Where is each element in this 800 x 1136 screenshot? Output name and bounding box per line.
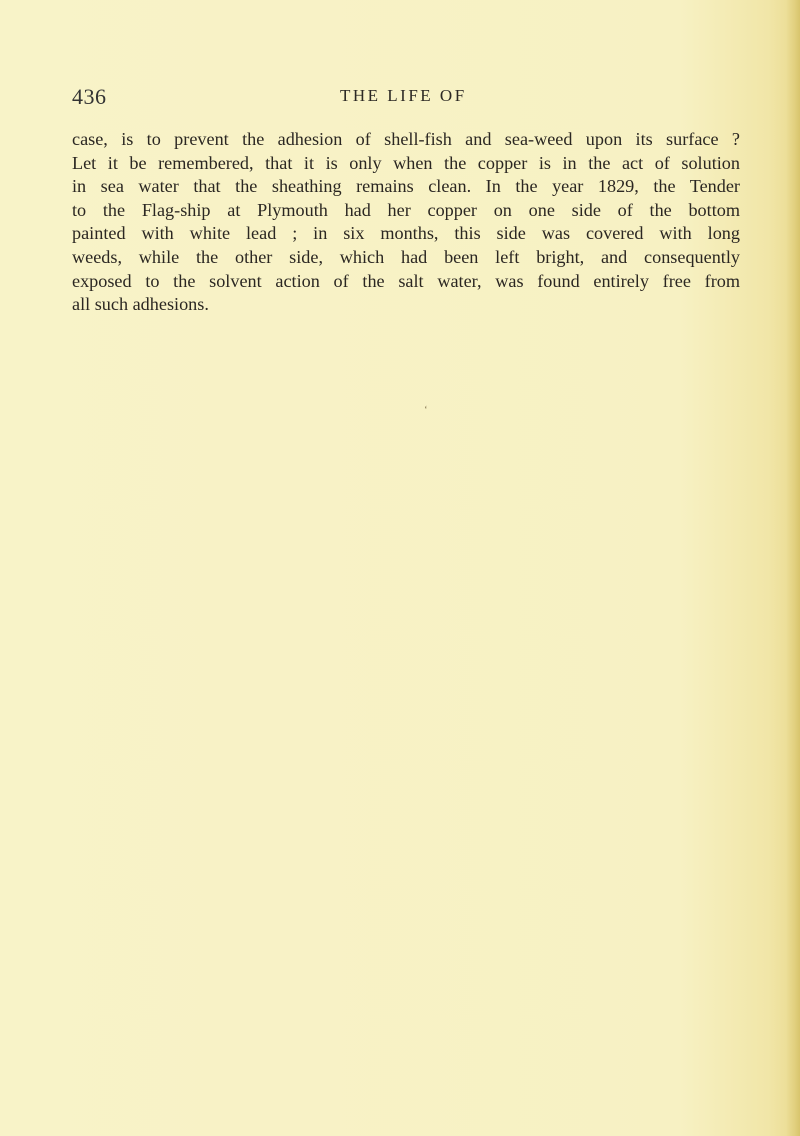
page-edge [786, 0, 800, 1136]
text-line: case, is to prevent the adhesion of shell-fish and sea-weed upon its surface ? [72, 129, 740, 149]
running-head: THE LIFE OF [340, 86, 467, 105]
text-line: to the Flag-ship at Plymouth had her copper on one side of the bottom [72, 199, 740, 220]
text-line: Let it be remembered, that it is only when the copper is in the act of solution [72, 152, 740, 173]
body-paragraph [72, 128, 740, 317]
page-header [72, 84, 740, 114]
text-line: all such adhesions. [72, 294, 209, 315]
text-line: exposed to the solvent action of the salt water, was found entirely free from [72, 270, 740, 291]
page-number: 436 [72, 84, 107, 109]
text-line: painted with white lead ; in six months, this side was covered with long [72, 223, 740, 244]
text-line: weeds, while the other side, which had been left bright, and consequently [72, 246, 740, 267]
text-line: in sea water that the sheathing remains clean. In the year 1829, the Tender [72, 176, 740, 197]
ink-speck: ‘ [424, 404, 428, 416]
